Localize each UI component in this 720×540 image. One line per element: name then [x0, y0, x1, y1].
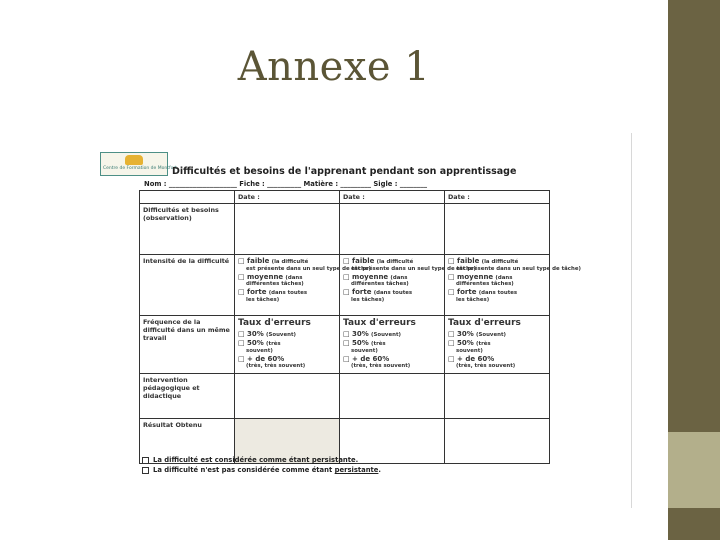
row-label-intensite: Intensité de la difficulté — [140, 255, 235, 316]
logo-text: Centre de Formation de Montfort — [103, 166, 177, 171]
option-forte: □ forte (dans toutes — [448, 288, 518, 296]
table-cell — [235, 204, 340, 255]
table-row — [140, 316, 550, 374]
option-moyenne: □ moyenne (dans — [448, 272, 513, 281]
row-label-frequence: Fréquence de la difficulté dans un même travail — [140, 316, 235, 374]
intensite-cell — [235, 255, 371, 316]
checkbox-icon — [142, 457, 149, 464]
option-detail: est présente dans un seul type de tâche) — [246, 265, 371, 272]
option-detail: est présente dans un seul type de tâche) — [351, 265, 476, 272]
option-detail: différentes tâches) — [351, 281, 409, 288]
option-detail: souvent) — [456, 347, 483, 354]
checkbox-icon — [142, 467, 149, 474]
document-title: Difficultés et besoins de l'apprenant pendant son apprentissage — [172, 166, 517, 177]
slide-title: Annexe 1 — [237, 44, 431, 90]
footer-line-non-persistante: La difficulté n'est pas considérée comme étant persistante. — [142, 466, 381, 474]
taux-erreurs-label: Taux d'erreurs — [343, 318, 416, 328]
option-detail: différentes tâches) — [456, 281, 514, 288]
logo — [100, 152, 177, 176]
table-row — [140, 374, 550, 419]
option-detail: les tâches) — [246, 296, 280, 303]
table-row — [140, 255, 550, 316]
footer-line-persistante: La difficulté est considérée comme étant persistante. — [142, 456, 358, 464]
option-50: □ 50% (très — [238, 339, 281, 347]
taux-erreurs-label: Taux d'erreurs — [238, 318, 311, 328]
option-50: □ 50% (très — [448, 339, 491, 347]
option-detail: (très, très souvent) — [351, 363, 411, 370]
row-label-difficultes: Difficultés et besoins (observation) — [140, 204, 235, 255]
side-bar-accent — [668, 432, 720, 508]
info-line: Nom : ____________________ Fiche : __________ Matière : _________ Sigle : ________ — [144, 180, 428, 188]
intensite-cell — [445, 255, 581, 316]
table-cell — [340, 374, 445, 419]
option-forte: □ forte (dans toutes — [343, 288, 413, 296]
option-detail: est présente dans un seul type de tâche) — [456, 265, 581, 272]
table-cell — [445, 374, 550, 419]
option-faible: □ faible (la difficulté — [343, 257, 414, 265]
option-detail: différentes tâches) — [246, 281, 304, 288]
option-60: □ + de 60% — [238, 354, 285, 363]
option-faible: □ faible (la difficulté — [238, 257, 309, 265]
date-header: Date : — [235, 191, 340, 204]
option-30: □ 30% (Souvent) — [448, 330, 506, 339]
option-detail: souvent) — [351, 347, 378, 354]
option-detail: les tâches) — [456, 296, 490, 303]
logo-emblem-icon — [125, 155, 143, 165]
frequence-cell — [445, 316, 550, 374]
row-label-intervention: Intervention pédagogique et didactique — [140, 374, 235, 419]
table-cell — [445, 419, 550, 464]
table-corner-cell — [140, 191, 235, 204]
option-60: □ + de 60% — [343, 354, 390, 363]
option-detail: les tâches) — [351, 296, 385, 303]
frequence-cell — [340, 316, 445, 374]
option-60: □ + de 60% — [448, 354, 495, 363]
option-50: □ 50% (très — [343, 339, 386, 347]
date-header: Date : — [445, 191, 550, 204]
intensite-cell — [340, 255, 476, 316]
option-moyenne: □ moyenne (dans — [238, 272, 303, 281]
option-faible: □ faible (la difficulté — [448, 257, 519, 265]
table-cell — [445, 204, 550, 255]
table-header-row — [140, 191, 550, 204]
option-forte: □ forte (dans toutes — [238, 288, 308, 296]
table-cell — [235, 374, 340, 419]
option-detail: (très, très souvent) — [246, 363, 306, 370]
frequence-cell — [235, 316, 340, 374]
option-moyenne: □ moyenne (dans — [343, 272, 408, 281]
option-30: □ 30% (Souvent) — [238, 330, 296, 339]
date-header: Date : — [340, 191, 445, 204]
table-row — [140, 204, 550, 255]
table-cell — [340, 204, 445, 255]
taux-erreurs-label: Taux d'erreurs — [448, 318, 521, 328]
option-detail: souvent) — [246, 347, 273, 354]
row-label-resultat: Résultat Obtenu — [140, 419, 235, 464]
assessment-table — [139, 190, 581, 464]
option-30: □ 30% (Souvent) — [343, 330, 401, 339]
option-detail: (très, très souvent) — [456, 363, 516, 370]
